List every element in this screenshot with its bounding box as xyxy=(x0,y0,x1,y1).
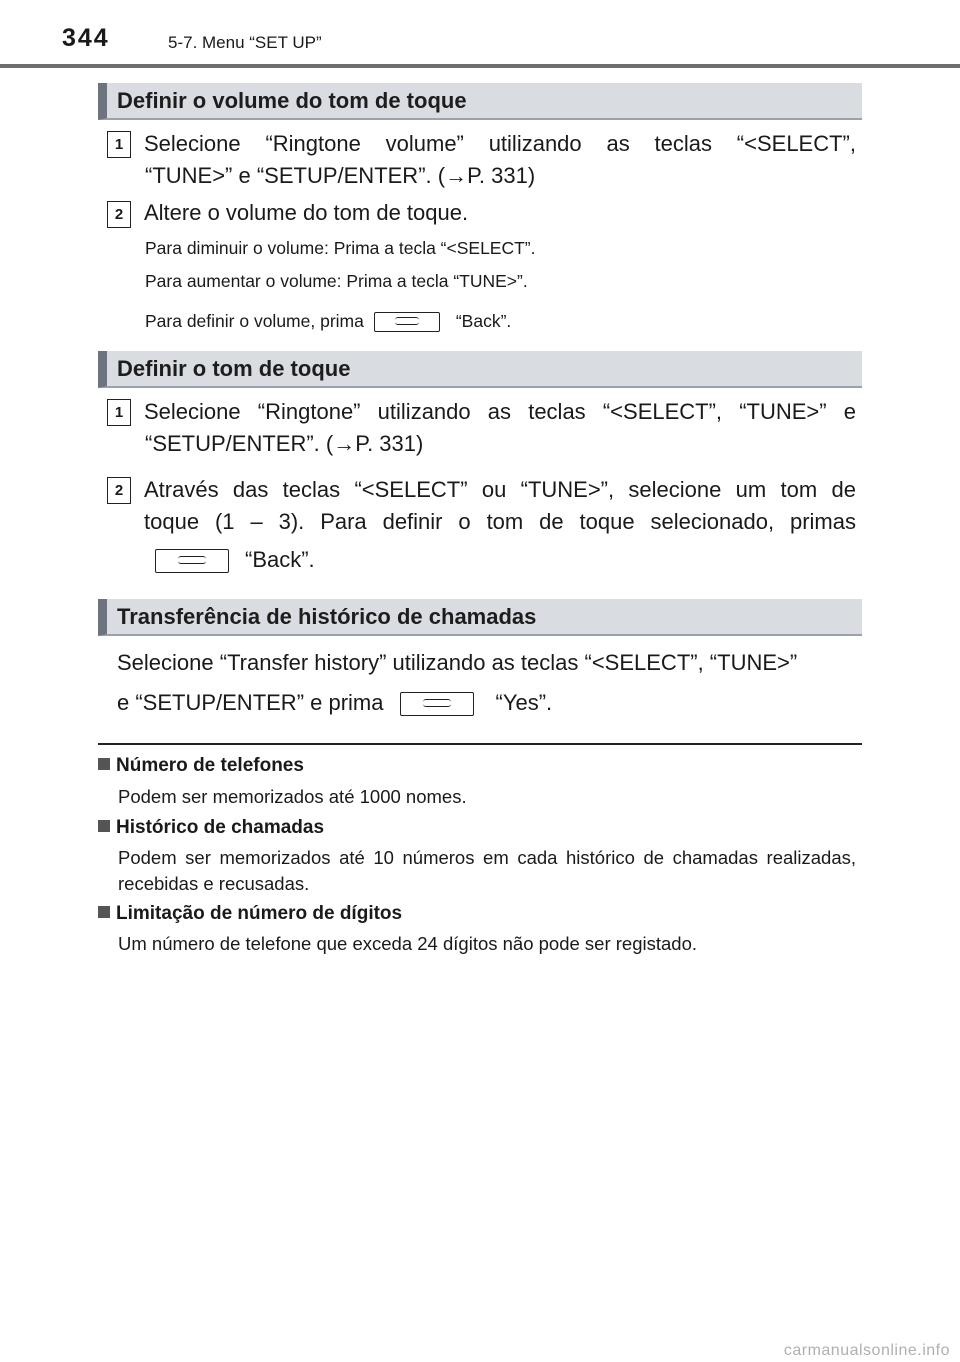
hint-text: “Back”. xyxy=(455,311,512,331)
volume-up-hint: Para aumentar o volume: Prima a tecla “TUNE>”. xyxy=(145,271,528,291)
step-instruction xyxy=(144,474,856,576)
header-divider xyxy=(0,64,960,68)
note-title xyxy=(98,817,324,839)
step-line: “SETUP/ENTER”. (→P. 331) xyxy=(145,431,424,456)
step-instruction xyxy=(144,128,856,192)
phone-button-icon xyxy=(400,692,474,716)
note-title xyxy=(98,903,402,925)
transfer-instruction: Selecione “Transfer history” utilizando as teclas “<SELECT”, “TUNE>” xyxy=(117,650,798,675)
step-instruction xyxy=(144,396,856,460)
section-heading-ringtone-volume xyxy=(98,83,862,120)
step-number-badge: 2 xyxy=(107,201,131,228)
square-bullet-icon xyxy=(98,820,110,832)
note-title-text: Limitação de número de dígitos xyxy=(116,903,403,924)
note-body: Um número de telefone que exceda 24 dígitos não pode ser registado. xyxy=(118,933,698,954)
section-title: Definir o volume do tom de toque xyxy=(117,88,467,113)
step-line: Selecione “Ringtone” utilizando as teclas “<SELECT”, “TUNE>” e xyxy=(144,399,856,424)
step-number-badge: 1 xyxy=(107,399,131,426)
note-title-text: Histórico de chamadas xyxy=(116,817,325,838)
step-instruction: Altere o volume do tom de toque. xyxy=(144,200,469,225)
hint-text: Para definir o volume, prima xyxy=(145,311,364,331)
transfer-instruction xyxy=(117,690,552,716)
phone-button-icon xyxy=(155,549,229,573)
square-bullet-icon xyxy=(98,906,110,918)
phone-button-icon xyxy=(374,312,440,332)
note-title-text: Número de telefones xyxy=(116,755,304,776)
square-bullet-icon xyxy=(98,758,110,770)
step-number-badge: 2 xyxy=(107,477,131,504)
chapter-title: 5-7. Menu “SET UP” xyxy=(168,33,322,52)
step-line: Selecione “Ringtone volume” utilizando as teclas “<SELECT”, xyxy=(144,131,856,156)
watermark: carmanualsonline.info xyxy=(783,1342,950,1359)
instruction-text: “Yes”. xyxy=(495,690,553,715)
section-heading-ringtone xyxy=(98,351,862,388)
note-body: Podem ser memorizados até 10 números em cada histórico de chamadas realizadas, recebidas e recusadas. xyxy=(118,847,856,894)
note-title xyxy=(98,755,304,777)
section-title: Transferência de histórico de chamadas xyxy=(117,604,537,629)
volume-down-hint: Para diminuir o volume: Prima a tecla “<SELECT”. xyxy=(145,238,536,258)
confirm-volume-hint xyxy=(145,311,511,332)
step-line: “TUNE>” e “SETUP/ENTER”. (→P. 331) xyxy=(145,163,536,188)
step-number-badge: 1 xyxy=(107,131,131,158)
section-heading-call-history-transfer xyxy=(98,599,862,636)
step-line xyxy=(144,544,856,576)
section-title: Definir o tom de toque xyxy=(117,356,351,381)
note-body: Podem ser memorizados até 1000 nomes. xyxy=(118,786,467,807)
step-line: Através das teclas “<SELECT” ou “TUNE>”, selecione um tom de xyxy=(144,477,856,502)
instruction-text: e “SETUP/ENTER” e prima xyxy=(117,690,384,715)
page-number: 344 xyxy=(62,24,110,52)
notes-divider xyxy=(98,743,862,745)
step-line: toque (1 – 3). Para definir o tom de toque selecionado, primas xyxy=(144,509,856,534)
step-line-text: “Back”. xyxy=(245,547,315,572)
